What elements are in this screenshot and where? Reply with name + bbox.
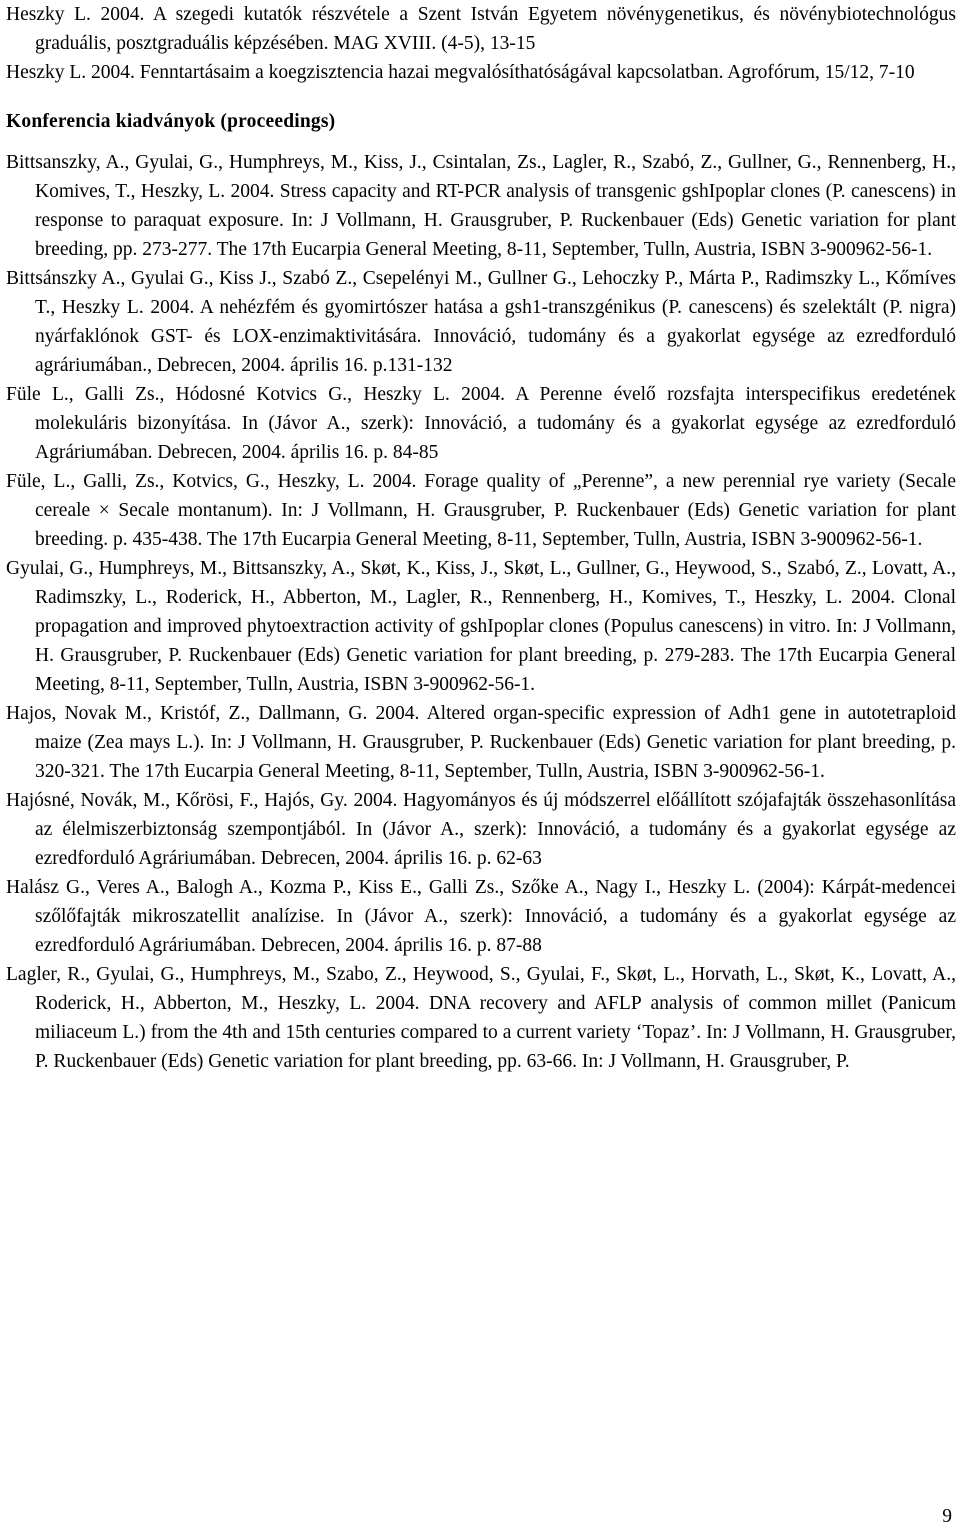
page-number: 9 — [942, 1506, 952, 1527]
reference-entry: Heszky L. 2004. A szegedi kutatók részvétele a Szent István Egyetem növénygenetikus, és növénybiotechnológus graduális, posztgraduális képzésében. MAG XVIII. (4-5), 13-15 — [6, 4, 956, 54]
section-heading: Konferencia kiadványok (proceedings) — [6, 111, 336, 132]
document-page — [6, 0, 956, 1076]
reference-entry: Füle L., Galli Zs., Hódosné Kotvics G., Heszky L. 2004. A Perenne évelő rozsfajta interspecifikus eredetének molekuláris bizonyítása. In (Jávor A., szerk): Innováció, a tudomány és a gyakorlat egysége az ezredforduló Agráriumában. Debrecen, 2004. április 16. p. 84-85 — [6, 384, 956, 463]
reference-entry: Füle, L., Galli, Zs., Kotvics, G., Heszky, L. 2004. Forage quality of „Perenne”, a new perennial rye variety (Secale cereale × Secale montanum). In: J Vollmann, H. Grausgruber, P. Ruckenbauer (Eds) Genetic variation for plant breeding. p. 435-438. The 17th Eucarpia General Meeting, 8-11, September, Tulln, Austria, ISBN 3-900962-56-1. — [6, 471, 956, 550]
reference-entry: Lagler, R., Gyulai, G., Humphreys, M., Szabo, Z., Heywood, S., Gyulai, F., Skøt, L., Horvath, L., Skøt, K., Lovatt, A., Roderick, H., Abberton, M., Heszky, L. 2004. DNA recovery and AFLP analysis of common millet (Panicum miliaceum L.) from the 4th and 15th centuries compared to a current variety ‘Topaz’. In: J Vollmann, H. Grausgruber, P. Ruckenbauer (Eds) Genetic variation for plant breeding, pp. 63-66. In: J Vollmann, H. Grausgruber, P. — [6, 964, 956, 1072]
reference-entry: Hajos, Novak M., Kristóf, Z., Dallmann, G. 2004. Altered organ-specific expression of Adh1 gene in autotetraploid maize (Zea mays L.). In: J Vollmann, H. Grausgruber, P. Ruckenbauer (Eds) Genetic variation for plant breeding, p. 320-321. The 17th Eucarpia General Meeting, 8-11, September, Tulln, Austria, ISBN 3-900962-56-1. — [6, 703, 956, 782]
reference-entry: Halász G., Veres A., Balogh A., Kozma P., Kiss E., Galli Zs., Szőke A., Nagy I., Heszky L. (2004): Kárpát-medencei szőlőfajták mikroszatellit analízise. In (Jávor A., szerk): Innováció, a tudomány és a gyakorlat egysége az ezredforduló Agráriumában. Debrecen, 2004. április 16. p. 87-88 — [6, 877, 956, 956]
reference-entry: Hajósné, Novák, M., Kőrösi, F., Hajós, Gy. 2004. Hagyományos és új módszerrel előállított szójafajták összehasonlítása az élelmiszerbiztonság szempontjából. In (Jávor A., szerk): Innováció, a tudomány és a gyakorlat egysége az ezredforduló Agráriumában. Debrecen, 2004. április 16. p. 62-63 — [6, 790, 956, 869]
reference-entry: Bittsanszky, A., Gyulai, G., Humphreys, M., Kiss, J., Csintalan, Zs., Lagler, R., Szabó, Z., Gullner, G., Rennenberg, H., Komives, T., Heszky, L. 2004. Stress capacity and RT-PCR analysis of transgenic gshIpoplar clones (P. canescens) in response to paraquat exposure. In: J Vollmann, H. Grausgruber, P. Ruckenbauer (Eds) Genetic variation for plant breeding, pp. 273-277. The 17th Eucarpia General Meeting, 8-11, September, Tulln, Austria, ISBN 3-900962-56-1. — [6, 152, 956, 260]
reference-entry: Heszky L. 2004. Fenntartásaim a koegzisztencia hazai megvalósíthatóságával kapcsolatban. Agrofórum, 15/12, 7-10 — [6, 62, 915, 83]
reference-entry: Gyulai, G., Humphreys, M., Bittsanszky, A., Skøt, K., Kiss, J., Skøt, L., Gullner, G., Heywood, S., Szabó, Z., Lovatt, A., Radimszky, L., Roderick, H., Abberton, M., Lagler, R., Rennenberg, H., Komives, T., Heszky, L. 2004. Clonal propagation and improved phytoextraction activity of gshIpoplar clones (Populus canescens) in vitro. In: J Vollmann, H. Grausgruber, P. Ruckenbauer (Eds) Genetic variation for plant breeding, p. 279-283. The 17th Eucarpia General Meeting, 8-11, September, Tulln, Austria, ISBN 3-900962-56-1. — [6, 558, 956, 695]
reference-entry: Bittsánszky A., Gyulai G., Kiss J., Szabó Z., Csepelényi M., Gullner G., Lehoczky P., Márta P., Radimszky L., Kőmíves T., Heszky L. 2004. A nehézfém és gyomirtószer hatása a gsh1-transzgénikus (P. canescens) és szelektált (P. nigra) nyárfaklónok GST- és LOX-enzimaktivitására. Innováció, tudomány és a gyakorlat egysége az ezredforduló agráriumában., Debrecen, 2004. április 16. p.131-132 — [6, 268, 956, 376]
